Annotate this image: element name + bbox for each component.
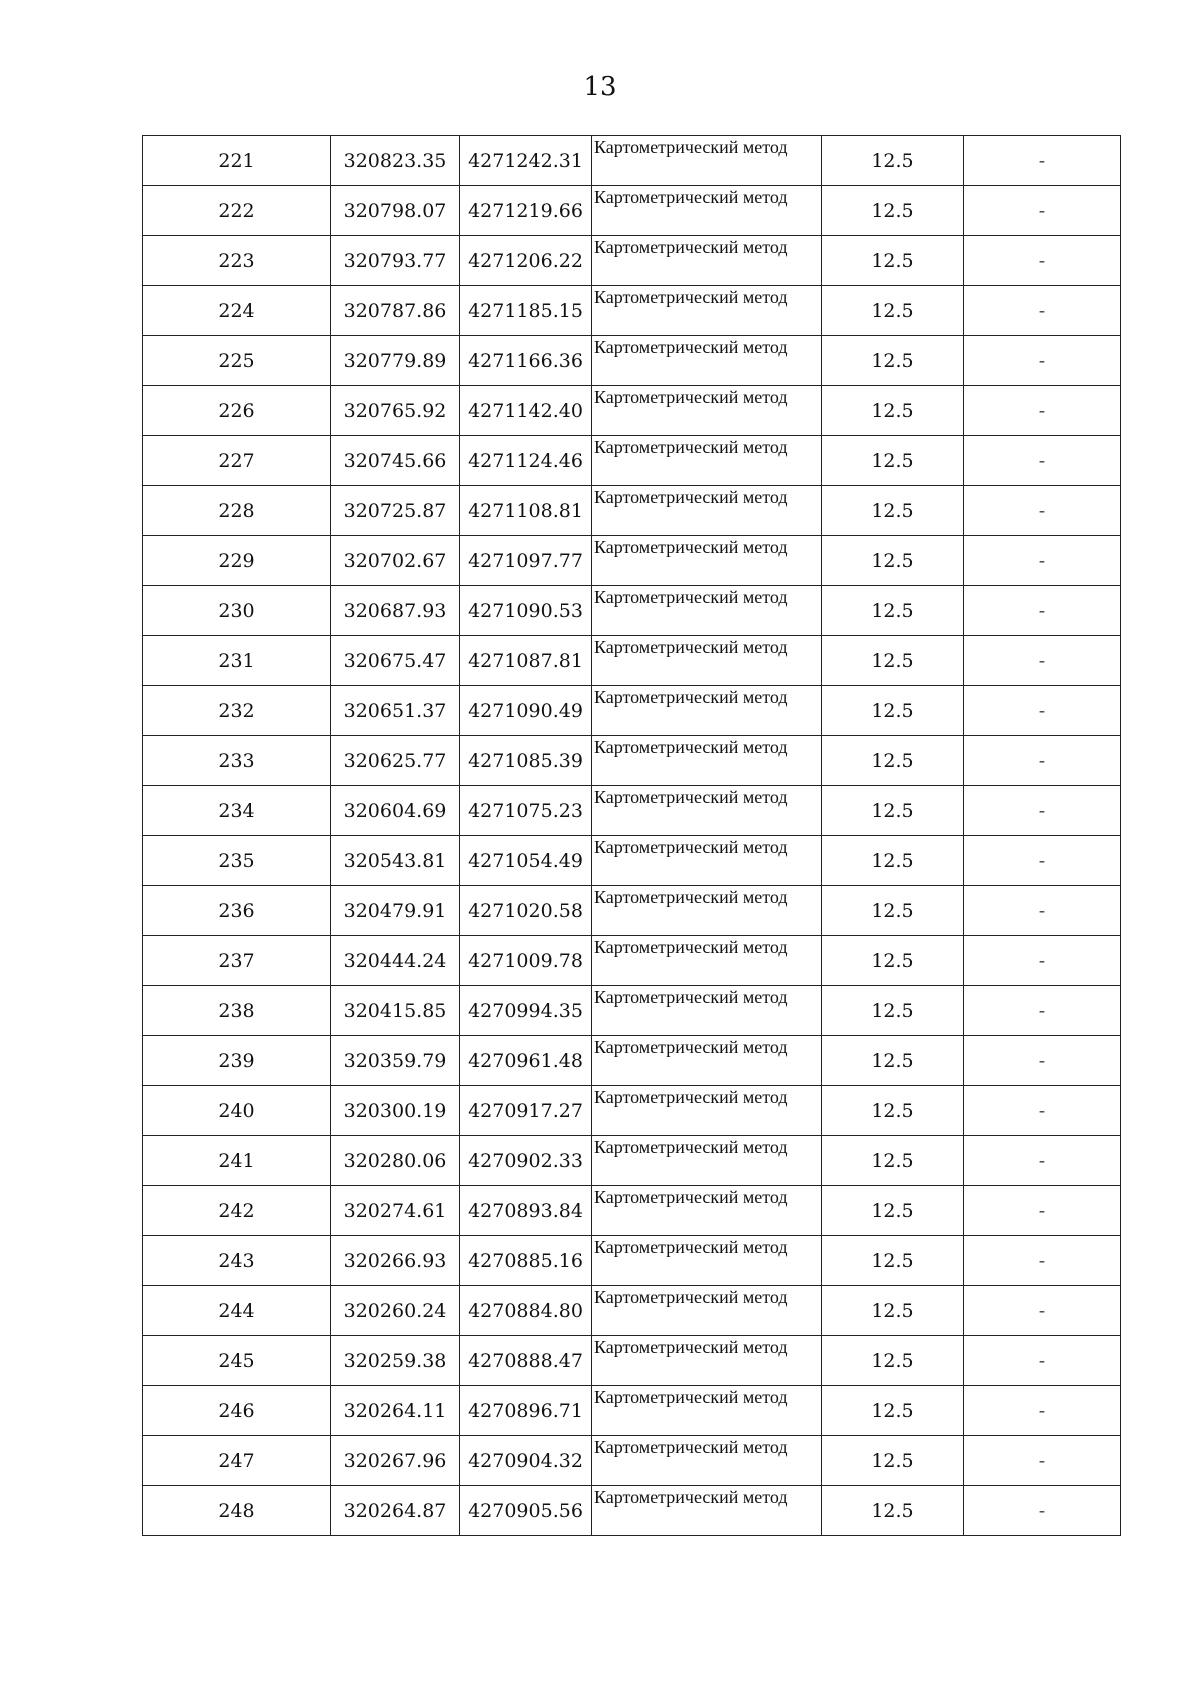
table-row (143, 786, 1121, 836)
point-number-cell: 235 (143, 836, 331, 886)
x-coordinate-cell: 320787.86 (331, 286, 460, 336)
y-coordinate-cell: 4271185.15 (460, 286, 592, 336)
method-cell: Картометрический метод (592, 486, 822, 536)
table-row (143, 636, 1121, 686)
table-body (143, 136, 1121, 1536)
y-coordinate-cell: 4271097.77 (460, 536, 592, 586)
x-coordinate-cell: 320675.47 (331, 636, 460, 686)
accuracy-cell: 12.5 (822, 436, 964, 486)
method-cell: Картометрический метод (592, 1286, 822, 1336)
accuracy-cell: 12.5 (822, 1486, 964, 1536)
method-cell: Картометрический метод (592, 1036, 822, 1086)
point-number-cell: 246 (143, 1386, 331, 1436)
coordinates-table (142, 135, 1121, 1536)
note-cell: - (964, 636, 1121, 686)
point-number-cell: 232 (143, 686, 331, 736)
table-row (143, 1036, 1121, 1086)
note-cell: - (964, 836, 1121, 886)
point-number-cell: 226 (143, 386, 331, 436)
y-coordinate-cell: 4271142.40 (460, 386, 592, 436)
table-row (143, 236, 1121, 286)
point-number-cell: 244 (143, 1286, 331, 1336)
table-row (143, 286, 1121, 336)
note-cell: - (964, 486, 1121, 536)
table-row (143, 1186, 1121, 1236)
note-cell: - (964, 686, 1121, 736)
table-row (143, 1436, 1121, 1486)
method-cell: Картометрический метод (592, 686, 822, 736)
x-coordinate-cell: 320625.77 (331, 736, 460, 786)
x-coordinate-cell: 320267.96 (331, 1436, 460, 1486)
y-coordinate-cell: 4270896.71 (460, 1386, 592, 1436)
note-cell: - (964, 1136, 1121, 1186)
x-coordinate-cell: 320779.89 (331, 336, 460, 386)
accuracy-cell: 12.5 (822, 186, 964, 236)
y-coordinate-cell: 4270994.35 (460, 986, 592, 1036)
table-row (143, 1386, 1121, 1436)
note-cell: - (964, 436, 1121, 486)
accuracy-cell: 12.5 (822, 1136, 964, 1186)
accuracy-cell: 12.5 (822, 286, 964, 336)
method-cell: Картометрический метод (592, 1236, 822, 1286)
x-coordinate-cell: 320264.87 (331, 1486, 460, 1536)
x-coordinate-cell: 320702.67 (331, 536, 460, 586)
point-number-cell: 230 (143, 586, 331, 636)
method-cell: Картометрический метод (592, 1336, 822, 1386)
method-cell: Картометрический метод (592, 1486, 822, 1536)
table-row (143, 986, 1121, 1036)
y-coordinate-cell: 4271090.53 (460, 586, 592, 636)
accuracy-cell: 12.5 (822, 486, 964, 536)
method-cell: Картометрический метод (592, 986, 822, 1036)
table-row (143, 686, 1121, 736)
x-coordinate-cell: 320300.19 (331, 1086, 460, 1136)
x-coordinate-cell: 320264.11 (331, 1386, 460, 1436)
method-cell: Картометрический метод (592, 336, 822, 386)
y-coordinate-cell: 4271054.49 (460, 836, 592, 886)
x-coordinate-cell: 320604.69 (331, 786, 460, 836)
note-cell: - (964, 1336, 1121, 1386)
note-cell: - (964, 1186, 1121, 1236)
method-cell: Картометрический метод (592, 886, 822, 936)
method-cell: Картометрический метод (592, 436, 822, 486)
point-number-cell: 221 (143, 136, 331, 186)
note-cell: - (964, 136, 1121, 186)
note-cell: - (964, 1386, 1121, 1436)
y-coordinate-cell: 4270893.84 (460, 1186, 592, 1236)
x-coordinate-cell: 320745.66 (331, 436, 460, 486)
accuracy-cell: 12.5 (822, 886, 964, 936)
x-coordinate-cell: 320798.07 (331, 186, 460, 236)
table-row (143, 1336, 1121, 1386)
method-cell: Картометрический метод (592, 1186, 822, 1236)
note-cell: - (964, 1486, 1121, 1536)
note-cell: - (964, 986, 1121, 1036)
method-cell: Картометрический метод (592, 786, 822, 836)
accuracy-cell: 12.5 (822, 786, 964, 836)
y-coordinate-cell: 4270885.16 (460, 1236, 592, 1286)
y-coordinate-cell: 4270884.80 (460, 1286, 592, 1336)
point-number-cell: 236 (143, 886, 331, 936)
note-cell: - (964, 386, 1121, 436)
x-coordinate-cell: 320765.92 (331, 386, 460, 436)
point-number-cell: 227 (143, 436, 331, 486)
table-row (143, 1136, 1121, 1186)
y-coordinate-cell: 4270917.27 (460, 1086, 592, 1136)
x-coordinate-cell: 320687.93 (331, 586, 460, 636)
x-coordinate-cell: 320359.79 (331, 1036, 460, 1086)
point-number-cell: 240 (143, 1086, 331, 1136)
point-number-cell: 242 (143, 1186, 331, 1236)
point-number-cell: 234 (143, 786, 331, 836)
y-coordinate-cell: 4270961.48 (460, 1036, 592, 1086)
table-row (143, 836, 1121, 886)
point-number-cell: 248 (143, 1486, 331, 1536)
table-row (143, 586, 1121, 636)
table-row (143, 536, 1121, 586)
note-cell: - (964, 536, 1121, 586)
table-row (143, 1236, 1121, 1286)
note-cell: - (964, 186, 1121, 236)
x-coordinate-cell: 320415.85 (331, 986, 460, 1036)
method-cell: Картометрический метод (592, 1436, 822, 1486)
table-row (143, 736, 1121, 786)
table-row (143, 136, 1121, 186)
accuracy-cell: 12.5 (822, 1036, 964, 1086)
x-coordinate-cell: 320823.35 (331, 136, 460, 186)
accuracy-cell: 12.5 (822, 386, 964, 436)
method-cell: Картометрический метод (592, 736, 822, 786)
method-cell: Картометрический метод (592, 836, 822, 886)
point-number-cell: 228 (143, 486, 331, 536)
accuracy-cell: 12.5 (822, 336, 964, 386)
point-number-cell: 237 (143, 936, 331, 986)
table-row (143, 936, 1121, 986)
x-coordinate-cell: 320274.61 (331, 1186, 460, 1236)
note-cell: - (964, 936, 1121, 986)
accuracy-cell: 12.5 (822, 936, 964, 986)
accuracy-cell: 12.5 (822, 1336, 964, 1386)
y-coordinate-cell: 4271087.81 (460, 636, 592, 686)
note-cell: - (964, 1036, 1121, 1086)
x-coordinate-cell: 320651.37 (331, 686, 460, 736)
table-row (143, 436, 1121, 486)
accuracy-cell: 12.5 (822, 686, 964, 736)
point-number-cell: 225 (143, 336, 331, 386)
table-row (143, 886, 1121, 936)
note-cell: - (964, 286, 1121, 336)
note-cell: - (964, 1236, 1121, 1286)
x-coordinate-cell: 320280.06 (331, 1136, 460, 1186)
x-coordinate-cell: 320259.38 (331, 1336, 460, 1386)
point-number-cell: 247 (143, 1436, 331, 1486)
note-cell: - (964, 336, 1121, 386)
method-cell: Картометрический метод (592, 586, 822, 636)
y-coordinate-cell: 4271219.66 (460, 186, 592, 236)
point-number-cell: 233 (143, 736, 331, 786)
accuracy-cell: 12.5 (822, 836, 964, 886)
note-cell: - (964, 1436, 1121, 1486)
y-coordinate-cell: 4271090.49 (460, 686, 592, 736)
y-coordinate-cell: 4270888.47 (460, 1336, 592, 1386)
method-cell: Картометрический метод (592, 136, 822, 186)
page-number: 13 (583, 72, 617, 102)
x-coordinate-cell: 320543.81 (331, 836, 460, 886)
method-cell: Картометрический метод (592, 536, 822, 586)
note-cell: - (964, 1286, 1121, 1336)
x-coordinate-cell: 320479.91 (331, 886, 460, 936)
accuracy-cell: 12.5 (822, 586, 964, 636)
accuracy-cell: 12.5 (822, 1286, 964, 1336)
accuracy-cell: 12.5 (822, 1436, 964, 1486)
note-cell: - (964, 236, 1121, 286)
accuracy-cell: 12.5 (822, 986, 964, 1036)
accuracy-cell: 12.5 (822, 1186, 964, 1236)
x-coordinate-cell: 320260.24 (331, 1286, 460, 1336)
note-cell: - (964, 736, 1121, 786)
y-coordinate-cell: 4270902.33 (460, 1136, 592, 1186)
accuracy-cell: 12.5 (822, 536, 964, 586)
y-coordinate-cell: 4271075.23 (460, 786, 592, 836)
point-number-cell: 231 (143, 636, 331, 686)
y-coordinate-cell: 4271124.46 (460, 436, 592, 486)
method-cell: Картометрический метод (592, 1086, 822, 1136)
accuracy-cell: 12.5 (822, 1086, 964, 1136)
point-number-cell: 229 (143, 536, 331, 586)
table-row (143, 1086, 1121, 1136)
y-coordinate-cell: 4271206.22 (460, 236, 592, 286)
method-cell: Картометрический метод (592, 936, 822, 986)
y-coordinate-cell: 4271020.58 (460, 886, 592, 936)
y-coordinate-cell: 4270905.56 (460, 1486, 592, 1536)
method-cell: Картометрический метод (592, 1136, 822, 1186)
point-number-cell: 239 (143, 1036, 331, 1086)
note-cell: - (964, 886, 1121, 936)
point-number-cell: 243 (143, 1236, 331, 1286)
accuracy-cell: 12.5 (822, 236, 964, 286)
method-cell: Картометрический метод (592, 286, 822, 336)
method-cell: Картометрический метод (592, 236, 822, 286)
table-row (143, 336, 1121, 386)
table-row (143, 186, 1121, 236)
x-coordinate-cell: 320725.87 (331, 486, 460, 536)
point-number-cell: 245 (143, 1336, 331, 1386)
method-cell: Картометрический метод (592, 1386, 822, 1436)
method-cell: Картометрический метод (592, 386, 822, 436)
note-cell: - (964, 786, 1121, 836)
accuracy-cell: 12.5 (822, 1236, 964, 1286)
point-number-cell: 241 (143, 1136, 331, 1186)
table-row (143, 1286, 1121, 1336)
note-cell: - (964, 1086, 1121, 1136)
accuracy-cell: 12.5 (822, 736, 964, 786)
point-number-cell: 224 (143, 286, 331, 336)
note-cell: - (964, 586, 1121, 636)
method-cell: Картометрический метод (592, 186, 822, 236)
x-coordinate-cell: 320266.93 (331, 1236, 460, 1286)
method-cell: Картометрический метод (592, 636, 822, 686)
point-number-cell: 223 (143, 236, 331, 286)
point-number-cell: 222 (143, 186, 331, 236)
y-coordinate-cell: 4270904.32 (460, 1436, 592, 1486)
x-coordinate-cell: 320444.24 (331, 936, 460, 986)
y-coordinate-cell: 4271108.81 (460, 486, 592, 536)
y-coordinate-cell: 4271166.36 (460, 336, 592, 386)
y-coordinate-cell: 4271242.31 (460, 136, 592, 186)
table-row (143, 386, 1121, 436)
accuracy-cell: 12.5 (822, 636, 964, 686)
y-coordinate-cell: 4271009.78 (460, 936, 592, 986)
table-row (143, 1486, 1121, 1536)
point-number-cell: 238 (143, 986, 331, 1036)
table-row (143, 486, 1121, 536)
x-coordinate-cell: 320793.77 (331, 236, 460, 286)
accuracy-cell: 12.5 (822, 1386, 964, 1436)
y-coordinate-cell: 4271085.39 (460, 736, 592, 786)
accuracy-cell: 12.5 (822, 136, 964, 186)
